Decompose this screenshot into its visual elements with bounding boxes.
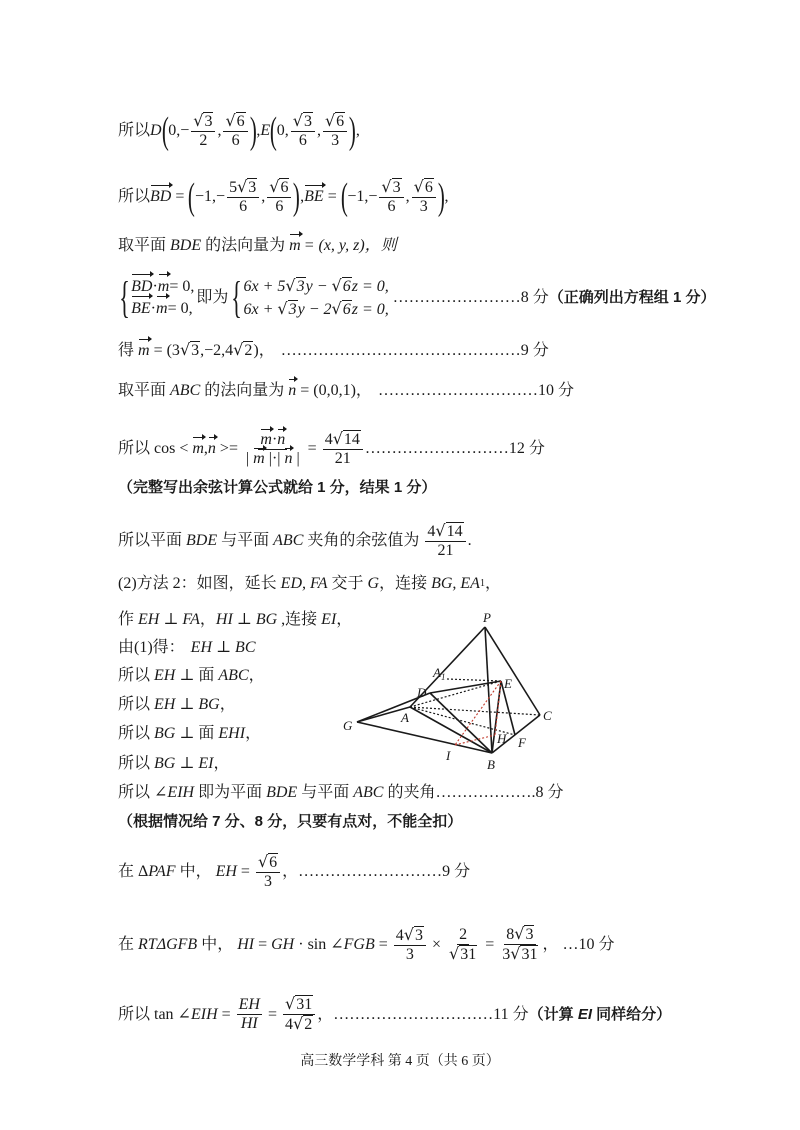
- paren-open: (: [269, 110, 277, 152]
- line-bg-perp-ehi: 所以 BG ⊥ 面 EHI ，: [118, 725, 262, 742]
- system-right: 6x + 5√3y − √6z = 0, 6x + √3y − 2√6z = 0,: [243, 276, 389, 318]
- fraction: $\frac{4√3}{3}$: [394, 926, 426, 964]
- text: ,: [444, 188, 449, 205]
- text: = (x, y, z)，则: [303, 237, 397, 254]
- sqrt: √3: [179, 340, 200, 359]
- point-label: D: [150, 122, 162, 139]
- vector-m: m: [289, 237, 301, 254]
- fraction: $\frac{4√14}{21}$: [425, 522, 465, 560]
- line-angle-cosine: [118, 522, 472, 560]
- paren-close: ): [249, 110, 257, 152]
- page-footer: 高三数学学科 第 4 页（共 6 页）: [300, 1054, 500, 1069]
- line-equation-system: [118, 275, 715, 321]
- fraction: $\frac{4√14}{21}$: [323, 430, 363, 468]
- fraction: $\frac{√6}{3}$: [412, 178, 436, 216]
- fraction: $\frac{m\cdot n}{| m |\cdot| n |}$: [245, 430, 300, 467]
- plane-label: ABC: [170, 382, 201, 399]
- vector-m: m: [192, 440, 204, 457]
- plane-label: BDE: [186, 532, 218, 549]
- text: ,: [300, 188, 305, 205]
- edge-gb: [357, 722, 492, 753]
- grading-note: （完整写出余弦计算公式就给 1 分，结果 1 分）: [118, 479, 437, 496]
- text: 0,−: [168, 122, 190, 139]
- line-construct: 作 EH ⊥ FA ， HI ⊥ BG ,连接 EI ，: [118, 611, 353, 628]
- label-f: F: [518, 735, 526, 750]
- point-label: E: [260, 122, 271, 139]
- vector-bd: BD: [150, 188, 172, 205]
- line-from-part1: 由(1)得： EH ⊥ BC: [118, 639, 256, 656]
- fraction: $\frac{2}{√31}$: [449, 925, 477, 963]
- edge-a1e: [447, 679, 501, 681]
- label-b: B: [487, 757, 495, 772]
- line-bg-perp-ei: 所以 BG ⊥ EI ，: [118, 755, 230, 772]
- line-normal-bde: [118, 236, 397, 256]
- line-hi-value: 在 RTΔGFB 中， HI = GH · sin ∠ FGB = $\frac{4√3}{3}$ × $\frac{2}{√31}$ = $\frac{8√3}{3√31}$ ， …10 分: [118, 924, 615, 963]
- edge-pc: [485, 627, 540, 715]
- line-eh-perp-bg: 所以 EH ⊥ BG ，: [118, 696, 236, 713]
- paren-open: (: [340, 176, 348, 218]
- text: 取平面: [118, 382, 171, 399]
- score-dots: ………………………………………9 分: [280, 341, 549, 359]
- label-c: C: [543, 708, 552, 723]
- sqrt: √2: [233, 340, 253, 359]
- text: −1,−: [347, 188, 378, 205]
- text: ，连接: [379, 575, 432, 592]
- system-left: BD·m= 0, BE·m= 0,: [131, 276, 194, 320]
- fraction: $\frac{√3}{6}$: [379, 178, 403, 216]
- fraction: $\frac{8√3}{3√31}$: [502, 924, 538, 963]
- label-a: A: [401, 710, 409, 725]
- line-grading-note-angle: [118, 812, 462, 832]
- fraction: $\frac{√6}{6}$: [223, 112, 247, 150]
- geometry-figure: [335, 605, 565, 775]
- text: ,: [261, 188, 266, 205]
- label-e: E: [504, 676, 512, 691]
- text: 与平面: [217, 532, 274, 549]
- text: = (0,0,1)，: [296, 382, 372, 399]
- text: −1,−: [195, 188, 226, 205]
- brace: {: [231, 273, 243, 322]
- line-angle-eih: 所以 ∠ EIH 即为平面 BDE 与平面 ABC 的夹角……………….8 分: [118, 784, 564, 801]
- line-cosine: 所以 cos < m , n >= $\frac{m\cdot n}{| m |\cdot| n |}$ = $\frac{4√14}{21}$ ………………………12 分: [118, 429, 545, 467]
- vector-be: BE: [304, 188, 324, 205]
- line-tan-value: 所以 tan ∠ EIH = $\frac{EH}{HI}$ = $\frac{√31}{4√2}$ ，…………………………11 分 （计算 EI 同样给分）: [118, 994, 672, 1033]
- paren-close: ): [293, 176, 301, 218]
- text: ,: [355, 122, 360, 139]
- text: = (3: [149, 341, 180, 359]
- edge-pb: [485, 627, 492, 753]
- label-i: I: [446, 748, 451, 763]
- text: 交于: [327, 575, 368, 592]
- score-dots: ，………………………9 分: [282, 863, 471, 880]
- text: 取平面: [118, 237, 171, 254]
- edge-ac: [410, 707, 540, 715]
- text: ，: [484, 575, 501, 592]
- vector-n: n: [207, 440, 216, 457]
- label-h: H: [497, 731, 507, 746]
- text: ,−2,4: [200, 341, 234, 359]
- line-method-2: [118, 574, 501, 594]
- text: =: [175, 188, 185, 205]
- fraction: $\frac{√3}{2}$: [191, 112, 215, 150]
- text: 即为: [196, 289, 229, 306]
- text: 0,: [276, 122, 289, 139]
- segment-label: ED, FA: [280, 575, 328, 592]
- text: 的法向量为: [201, 237, 290, 254]
- line-grading-note-cos: [118, 478, 436, 498]
- vector-m: m: [138, 341, 150, 359]
- label-d: D: [417, 685, 427, 700]
- fraction: $\frac{√6}{3}$: [256, 853, 280, 891]
- line-normal-abc: [118, 381, 574, 401]
- text: =: [327, 188, 337, 205]
- paren-close: ): [349, 110, 356, 152]
- text: ,: [217, 122, 222, 139]
- fraction: $\frac{5√3}{6}$: [227, 178, 259, 216]
- point-label: G: [367, 575, 380, 592]
- paren-open: (: [161, 110, 169, 152]
- vector-n: n: [288, 382, 297, 399]
- text: 所以: [118, 188, 151, 205]
- paren-close: ): [437, 176, 445, 218]
- text: ,: [256, 122, 261, 139]
- fraction: $\frac{√3}{6}$: [291, 112, 315, 150]
- grading-note: （正确列出方程组 1 分）: [548, 289, 716, 306]
- fraction: $\frac{√31}{4√2}$: [283, 995, 315, 1034]
- fraction: $\frac{√6}{6}$: [267, 178, 291, 216]
- line-m-result: [118, 340, 549, 361]
- text: >=: [215, 440, 242, 457]
- plane-label: ABC: [273, 532, 304, 549]
- line-vectors-bd-be: [118, 178, 448, 216]
- solid-edges: [357, 627, 540, 753]
- score-dots: ………………………12 分: [364, 440, 545, 457]
- line-eh-value: 在 Δ PAF 中， EH = $\frac{√6}{3}$ ，………………………9 分: [118, 852, 471, 890]
- line-coordinates-de: [118, 112, 360, 150]
- score-dots: …………………………10 分: [377, 382, 574, 399]
- plane-label: BDE: [170, 237, 202, 254]
- segment-label: BG, EA: [431, 575, 480, 592]
- text: .: [467, 532, 472, 549]
- paren-open: (: [188, 176, 196, 218]
- text: ,: [405, 188, 410, 205]
- text: 所以平面: [118, 532, 187, 549]
- fraction: $\frac{EH}{HI}$: [238, 996, 260, 1032]
- line-eh-perp-abc: 所以 EH ⊥ 面 ABC ，: [118, 667, 265, 684]
- subscript: 1: [479, 578, 485, 589]
- text: (2)方法 2：如图，延长: [118, 575, 281, 592]
- text: 所以 cos <: [118, 440, 193, 457]
- text: 夹角的余弦值为: [303, 532, 424, 549]
- dashed-edges: [410, 679, 540, 735]
- label-a1: $A_1$: [433, 665, 446, 682]
- text: ,: [316, 122, 321, 139]
- text: 所以: [118, 122, 151, 139]
- fraction: $\frac{√6}{3}$: [323, 112, 347, 150]
- text: 得: [118, 341, 139, 359]
- label-g: G: [343, 718, 353, 733]
- grading-note: （根据情况给 7 分、8 分，只要有点对，不能全扣）: [118, 813, 463, 830]
- brace: {: [119, 273, 130, 322]
- score-dots: ，…………………………11 分: [317, 1005, 529, 1023]
- text: 的法向量为: [200, 382, 289, 399]
- score-dots: ……………………8 分: [392, 289, 549, 306]
- text: =: [303, 440, 321, 457]
- label-p: P: [483, 610, 491, 625]
- text: )，: [253, 341, 275, 359]
